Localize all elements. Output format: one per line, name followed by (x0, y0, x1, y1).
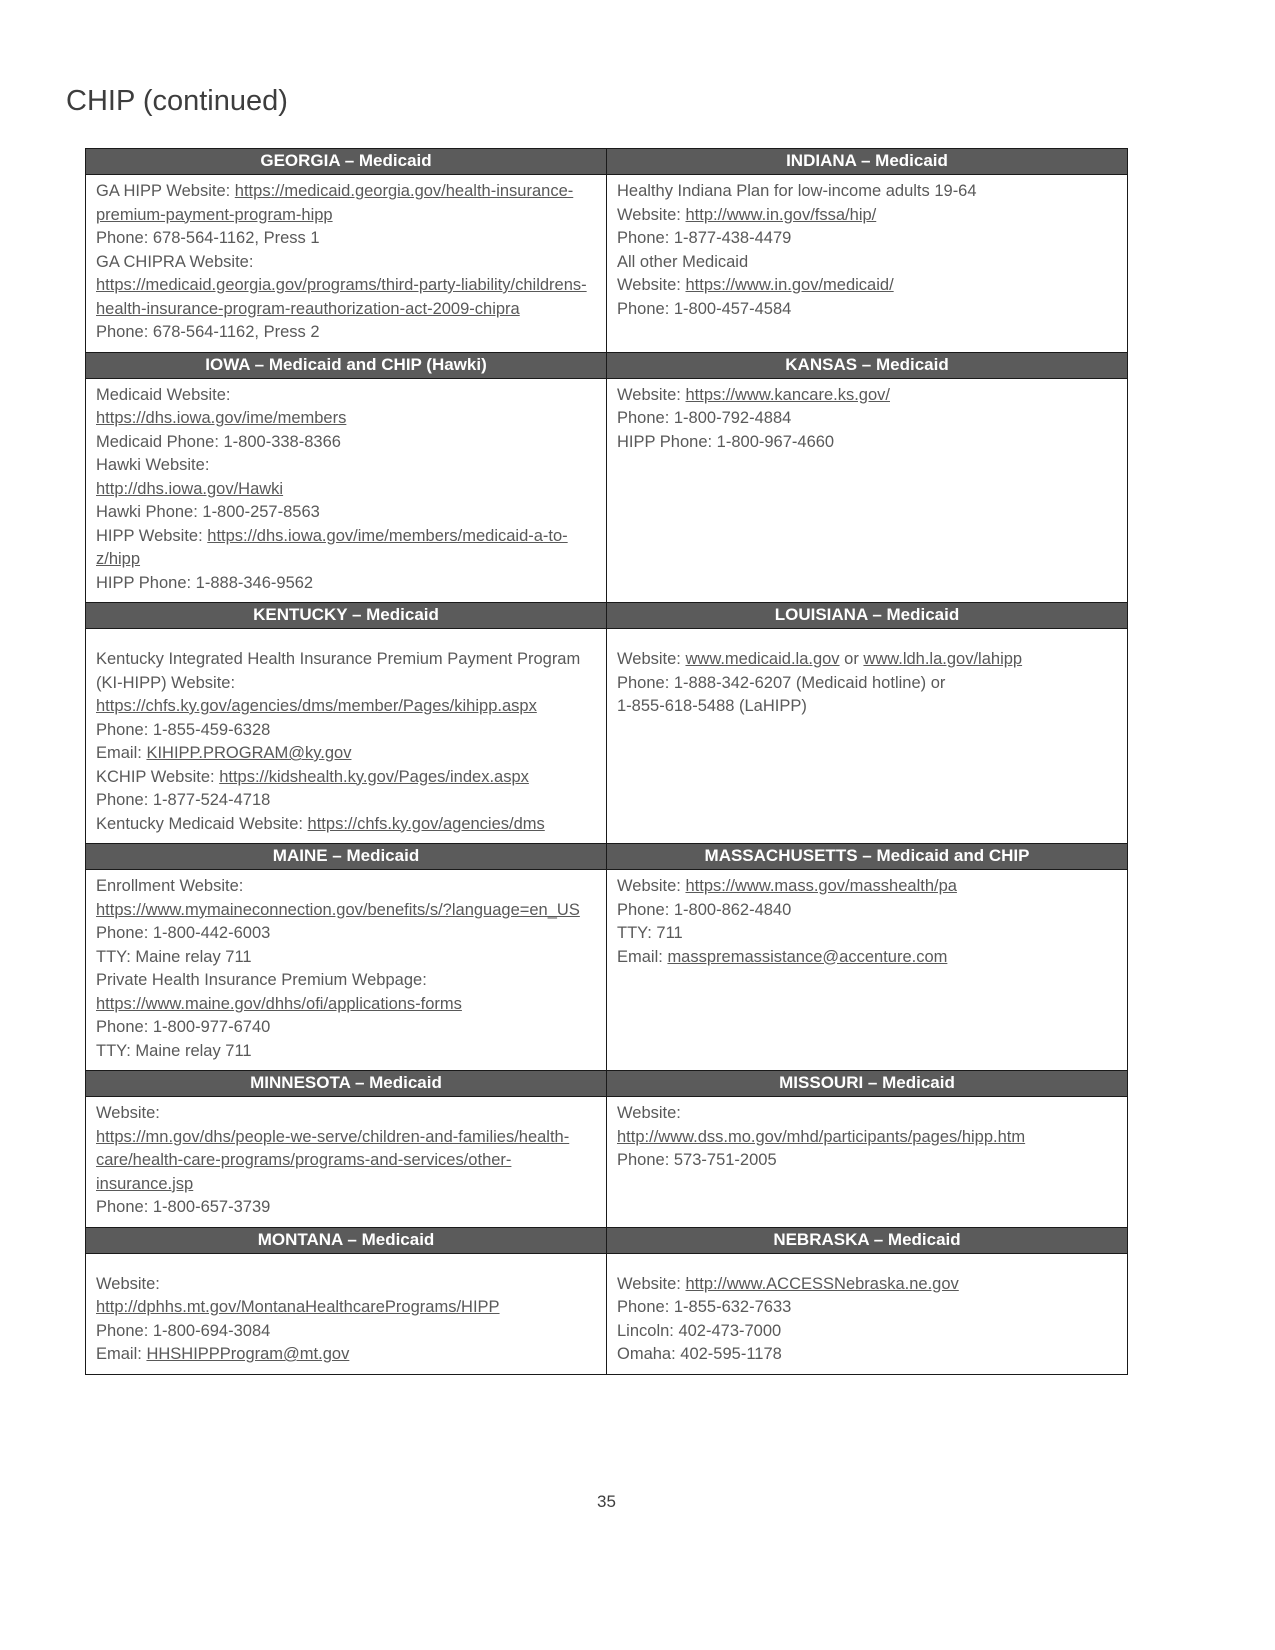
state-info-cell (607, 175, 1128, 353)
info-text: All other Medicaid (617, 252, 749, 271)
hyperlink[interactable]: https://dhs.iowa.gov/ime/members/medicaid-a-to-z/hipp (96, 526, 568, 568)
info-text: HIPP Phone: 1-888-346-9562 (96, 573, 314, 592)
info-text: Phone: 1-800-862-4840 (617, 900, 792, 919)
info-line (96, 251, 596, 275)
info-text: Phone: 1-888-342-6207 (Medicaid hotline) or (617, 673, 946, 692)
info-text: Website: (617, 650, 686, 668)
state-header: MAINE – Medicaid (86, 844, 607, 870)
state-info-cell (86, 629, 607, 844)
info-line (96, 384, 596, 408)
info-text: Email: (96, 744, 147, 762)
info-text: Website: (617, 276, 686, 294)
hyperlink[interactable]: https://www.mymaineconnection.gov/benefits/s/?language=en_US (96, 900, 580, 919)
hyperlink[interactable]: masspremassistance@accenture.com (667, 947, 948, 966)
info-text: Phone: 678-564-1162, Press 2 (96, 323, 320, 341)
info-line (96, 1102, 596, 1126)
info-line (617, 204, 1117, 228)
info-line (96, 813, 596, 837)
info-text: TTY: Maine relay 711 (96, 1041, 252, 1060)
info-line (96, 180, 596, 227)
info-text: Website: (617, 205, 686, 224)
state-header-row (86, 603, 1128, 629)
info-line (96, 407, 596, 431)
state-header: IOWA – Medicaid and CHIP (Hawki) (86, 352, 607, 378)
info-line (96, 969, 596, 993)
hyperlink[interactable]: http://www.ACCESSNebraska.ne.gov (685, 1274, 959, 1293)
hyperlink[interactable]: http://www.dss.mo.gov/mhd/participants/pages/hipp.htm (617, 1127, 1026, 1146)
info-text: Website: (617, 1104, 681, 1122)
info-line (96, 1296, 596, 1320)
info-text: Email: (617, 947, 668, 966)
info-line (617, 899, 1117, 923)
state-header-row (86, 149, 1128, 175)
info-line (617, 1273, 1117, 1297)
info-text: Phone: 1-800-442-6003 (96, 924, 271, 942)
info-line (617, 407, 1117, 431)
hyperlink[interactable]: https://kidshealth.ky.gov/Pages/index.aspx (219, 767, 529, 786)
info-text: Website: (96, 1104, 160, 1122)
info-text: Kentucky Integrated Health Insurance Premium Payment Program (KI-HIPP) Website: (96, 650, 581, 692)
info-text: Phone: 1-855-632-7633 (617, 1298, 792, 1316)
info-text: Website: (96, 1274, 160, 1293)
info-text: Medicaid Website: (96, 385, 231, 404)
info-line (617, 1149, 1117, 1173)
info-text: 1-855-618-5488 (LaHIPP) (617, 697, 807, 715)
info-text: GA HIPP Website: (96, 182, 235, 200)
info-text: Lincoln: 402-473-7000 (617, 1321, 782, 1340)
info-line (617, 298, 1117, 322)
info-line (96, 525, 596, 572)
state-info-cell (86, 1097, 607, 1228)
info-line (617, 1343, 1117, 1367)
hyperlink[interactable]: https://medicaid.georgia.gov/programs/third-party-liability/childrens-health-insurance-program-reauthorization-act-2009-chipra (96, 276, 587, 318)
info-line (96, 946, 596, 970)
info-line (96, 1273, 596, 1297)
info-text: Phone: 1-855-459-6328 (96, 720, 271, 739)
info-line (96, 1126, 596, 1197)
hyperlink[interactable]: KIHIPP.PROGRAM@ky.gov (146, 744, 352, 762)
info-line (617, 251, 1117, 275)
info-line (617, 227, 1117, 251)
state-info-cell (607, 1097, 1128, 1228)
info-text: HIPP Phone: 1-800-967-4660 (617, 432, 835, 451)
info-line (96, 993, 596, 1017)
info-line (96, 431, 596, 455)
info-text: Phone: 573-751-2005 (617, 1151, 777, 1169)
hyperlink[interactable]: https://www.kancare.ks.gov/ (685, 385, 890, 404)
hyperlink[interactable]: https://dhs.iowa.gov/ime/members (96, 409, 347, 427)
info-text: Phone: 1-800-457-4584 (617, 299, 792, 318)
state-header-row (86, 1071, 1128, 1097)
info-text: Hawki Phone: 1-800-257-8563 (96, 503, 320, 521)
state-header: KENTUCKY – Medicaid (86, 603, 607, 629)
info-text: GA CHIPRA Website: (96, 252, 254, 271)
hyperlink[interactable]: https://www.maine.gov/dhhs/ofi/applications-forms (96, 994, 462, 1013)
state-body-row (86, 1097, 1128, 1228)
info-text: Phone: 1-800-657-3739 (96, 1198, 271, 1216)
info-text: Private Health Insurance Premium Webpage: (96, 971, 427, 989)
hyperlink[interactable]: www.medicaid.la.gov (685, 650, 840, 668)
page-number: 35 (597, 1492, 616, 1511)
info-line (96, 789, 596, 813)
hyperlink[interactable]: https://chfs.ky.gov/agencies/dms/member/Pages/kihipp.aspx (96, 697, 537, 715)
hyperlink[interactable]: HHSHIPPProgram@mt.gov (146, 1345, 350, 1363)
state-info-cell (86, 1253, 607, 1374)
info-line (96, 899, 596, 923)
info-text: Website: (617, 385, 686, 404)
info-line (96, 478, 596, 502)
info-text: Phone: 1-800-694-3084 (96, 1321, 271, 1340)
info-text: or (839, 650, 864, 668)
state-body-row (86, 870, 1128, 1071)
info-line (96, 454, 596, 478)
info-line (617, 946, 1117, 970)
info-line (96, 742, 596, 766)
info-line (96, 227, 596, 251)
hyperlink[interactable]: www.ldh.la.gov/lahipp (863, 650, 1023, 668)
info-line (96, 875, 596, 899)
info-line (617, 384, 1117, 408)
state-info-cell (86, 870, 607, 1071)
hyperlink[interactable]: https://www.mass.gov/masshealth/pa (685, 877, 957, 895)
info-line (96, 1343, 596, 1367)
info-line (617, 695, 1117, 719)
hyperlink[interactable]: https://medicaid.georgia.gov/health-insurance-premium-payment-program-hipp (96, 182, 574, 224)
state-header: MASSACHUSETTS – Medicaid and CHIP (607, 844, 1128, 870)
states-table-body (86, 149, 1128, 1375)
info-line (96, 648, 596, 695)
state-header-row (86, 844, 1128, 870)
info-line (96, 501, 596, 525)
state-header: MISSOURI – Medicaid (607, 1071, 1128, 1097)
state-body-row (86, 1253, 1128, 1374)
state-header: GEORGIA – Medicaid (86, 149, 607, 175)
info-text: Website: (617, 877, 686, 895)
state-header: MONTANA – Medicaid (86, 1227, 607, 1253)
info-line (96, 321, 596, 345)
state-body-row (86, 175, 1128, 353)
info-text: Email: (96, 1345, 147, 1363)
info-text: Phone: 1-800-977-6740 (96, 1018, 271, 1036)
info-line (617, 875, 1117, 899)
state-header: NEBRASKA – Medicaid (607, 1227, 1128, 1253)
info-line (96, 572, 596, 596)
state-header: KANSAS – Medicaid (607, 352, 1128, 378)
state-info-cell (86, 175, 607, 353)
info-text: Phone: 1-877-438-4479 (617, 229, 792, 247)
info-text: Healthy Indiana Plan for low-income adults 19-64 (617, 182, 977, 200)
hyperlink[interactable]: https://chfs.ky.gov/agencies/dms (307, 814, 545, 833)
info-line (96, 274, 596, 321)
state-body-row (86, 629, 1128, 844)
info-text: Omaha: 402-595-1178 (617, 1345, 782, 1363)
info-line (96, 1320, 596, 1344)
state-header-row (86, 352, 1128, 378)
state-body-row (86, 378, 1128, 603)
info-text: Enrollment Website: (96, 877, 244, 895)
info-line (617, 922, 1117, 946)
info-line (96, 1040, 596, 1064)
info-text: HIPP Website: (96, 526, 208, 545)
info-line (96, 1196, 596, 1220)
state-header-row (86, 1227, 1128, 1253)
page-title: CHIP (continued) (66, 85, 288, 117)
state-info-cell (607, 1253, 1128, 1374)
hyperlink[interactable]: http://www.in.gov/fssa/hip/ (685, 205, 877, 224)
info-text: KCHIP Website: (96, 767, 220, 786)
info-line (617, 274, 1117, 298)
info-line (96, 766, 596, 790)
info-text: Website: (617, 1274, 686, 1293)
state-info-cell (607, 629, 1128, 844)
info-line (96, 1016, 596, 1040)
info-text: TTY: Maine relay 711 (96, 947, 252, 966)
hyperlink[interactable]: http://dphhs.mt.gov/MontanaHealthcarePrograms/HIPP (96, 1298, 500, 1316)
state-info-cell (607, 378, 1128, 603)
hyperlink[interactable]: http://dhs.iowa.gov/Hawki (96, 479, 284, 498)
hyperlink[interactable]: https://mn.gov/dhs/people-we-serve/children-and-families/health-care/health-care-programs/programs-and-services/other-insurance.jsp (96, 1127, 570, 1193)
info-line (96, 719, 596, 743)
info-line (617, 1126, 1117, 1150)
state-info-cell (86, 378, 607, 603)
info-line (617, 648, 1117, 672)
info-line (617, 672, 1117, 696)
info-text: TTY: 711 (617, 924, 683, 942)
info-text: Phone: 678-564-1162, Press 1 (96, 229, 320, 247)
info-text: Phone: 1-800-792-4884 (617, 409, 792, 427)
info-text: Kentucky Medicaid Website: (96, 814, 308, 833)
info-line (617, 1320, 1117, 1344)
info-text: Hawki Website: (96, 456, 210, 474)
state-info-cell (607, 870, 1128, 1071)
state-contacts-table (85, 148, 1128, 1375)
info-line (617, 180, 1117, 204)
info-line (617, 1102, 1117, 1126)
state-header: INDIANA – Medicaid (607, 149, 1128, 175)
info-line (96, 922, 596, 946)
state-header: LOUISIANA – Medicaid (607, 603, 1128, 629)
info-text: Phone: 1-877-524-4718 (96, 791, 271, 809)
hyperlink[interactable]: https://www.in.gov/medicaid/ (685, 276, 894, 294)
state-header: MINNESOTA – Medicaid (86, 1071, 607, 1097)
info-line (617, 431, 1117, 455)
info-line (617, 1296, 1117, 1320)
info-text: Medicaid Phone: 1-800-338-8366 (96, 432, 341, 451)
info-line (96, 695, 596, 719)
